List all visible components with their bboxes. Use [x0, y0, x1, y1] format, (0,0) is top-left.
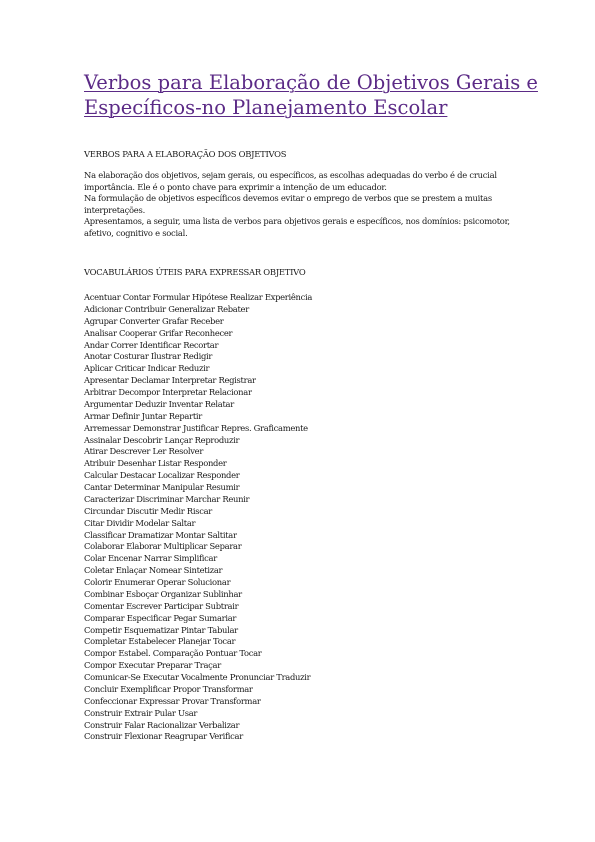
verb-row: Combinar Esboçar Organizar Sublinhar	[84, 588, 242, 599]
verb-row: Calcular Destacar Localizar Responder	[84, 470, 240, 481]
intro-paragraph: Na formulação de objetivos específicos devemos evitar o emprego de verbos que se prestem a muitas interpretações.	[84, 193, 492, 215]
vocabulary-heading: VOCABULÁRIOS ÚTEIS PARA EXPRESSAR OBJETIVO	[84, 267, 306, 277]
verb-row: Acentuar Contar Formular Hipótese Realizar Experiência	[84, 292, 313, 302]
verb-row: Comparar Especificar Pegar Sumariar	[84, 612, 237, 623]
verb-row: Concluir Exemplificar Propor Transformar	[84, 683, 253, 694]
verb-row: Cantar Determinar Manipular Resumir	[84, 482, 240, 492]
verb-row: Classificar Dramatizar Montar Saltitar	[84, 529, 237, 540]
document-title[interactable]: Verbos para Elaboração de Objetivos Gerais e Específicos-no Planejamento Escolar	[84, 71, 538, 119]
verb-row: Analisar Cooperar Grifar Reconhecer	[84, 327, 233, 338]
verb-row: Andar Correr Identificar Recortar	[84, 339, 219, 350]
section-subtitle: VERBOS PARA A ELABORAÇÃO DOS OBJETIVOS	[84, 149, 287, 159]
verb-row: Completar Estabelecer Planejar Tocar	[84, 636, 236, 647]
verb-row: Assinalar Descobrir Lançar Reproduzir	[84, 434, 240, 445]
verb-row: Anotar Costurar Ilustrar Redigir	[84, 351, 213, 362]
verb-row: Colaborar Elaborar Multiplicar Separar	[84, 541, 242, 552]
verb-row: Compor Executar Preparar Traçar	[84, 660, 221, 671]
verb-row: Agrupar Converter Grafar Receber	[84, 315, 224, 326]
verb-row: Coletar Enlaçar Nomear Sintetizar	[84, 565, 223, 576]
verb-row: Caracterizar Discriminar Marchar Reunir	[84, 493, 250, 504]
verb-row: Adicionar Contribuir Generalizar Rebater	[84, 303, 249, 314]
verb-row: Atribuir Desenhar Listar Responder	[84, 458, 227, 469]
verb-row: Construir Falar Racionalizar Verbalizar	[84, 719, 240, 730]
intro-paragraph: Apresentamos, a seguir, uma lista de verbos para objetivos gerais e específicos, nos domínios: psicomotor, afetivo, cognitivo e social.	[84, 216, 510, 238]
intro-text	[84, 170, 524, 240]
verb-row: Argumentar Deduzir Inventar Relatar	[84, 398, 234, 409]
verb-list	[84, 292, 312, 743]
verb-row: Aplicar Criticar Indicar Reduzir	[84, 363, 210, 374]
verb-row: Confeccionar Expressar Provar Transformar	[84, 695, 261, 706]
verb-row: Competir Esquematizar Pintar Tabular	[84, 624, 238, 635]
verb-row: Armar Definir Juntar Repartir	[84, 410, 202, 421]
verb-row: Colar Encenar Narrar Simplificar	[84, 553, 217, 564]
verb-row: Compor Estabel. Comparação Pontuar Tocar	[84, 648, 262, 659]
verb-row: Comunicar-Se Executar Vocalmente Pronunciar Traduzir	[84, 672, 311, 682]
verb-row: Construir Extrair Pular Usar	[84, 707, 198, 718]
verb-row: Arbitrar Decompor Interpretar Relacionar	[84, 387, 252, 397]
verb-row: Circundar Discutir Medir Riscar	[84, 505, 212, 516]
verb-row: Colorir Enumerar Operar Solucionar	[84, 577, 231, 587]
verb-row: Citar Dividir Modelar Saltar	[84, 517, 196, 528]
verb-row: Construir Flexionar Reagrupar Verificar	[84, 731, 243, 742]
verb-row: Atirar Descrever Ler Resolver	[84, 446, 204, 457]
verb-row: Comentar Escrever Participar Subtrair	[84, 600, 239, 611]
verb-row: Arremessar Demonstrar Justificar Repres. Graficamente	[84, 422, 308, 433]
intro-paragraph: Na elaboração dos objetivos, sejam gerais, ou específicos, as escolhas adequadas do verbo é de crucial importância. Ele é o ponto chave para exprimir a intenção de um educador.	[84, 170, 497, 192]
verb-row: Apresentar Declamar Interpretar Registrar	[84, 375, 256, 386]
